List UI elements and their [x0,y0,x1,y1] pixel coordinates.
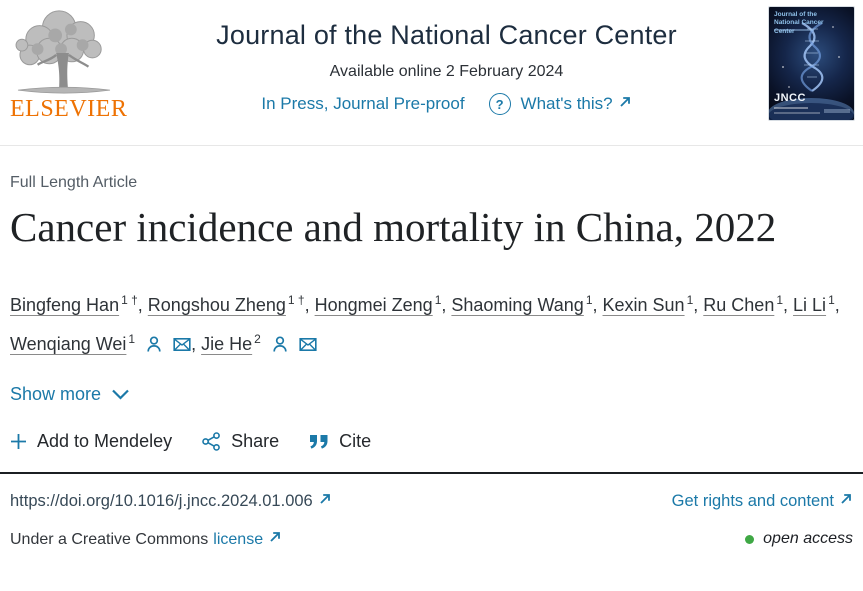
cover-publisher-mark [824,109,850,113]
author [315,295,452,315]
article-toolbar [10,431,853,452]
author [703,295,793,315]
author-profile-icon[interactable] [145,330,163,364]
in-press-row [130,93,763,115]
cover-decor-bar [774,107,808,109]
author [603,295,704,315]
doi-link[interactable]: https://doi.org/10.1016/j.jncc.2024.01.006 [10,492,313,511]
author-affiliation-sup: 1 [128,332,136,347]
elsevier-wordmark: ELSEVIER [10,96,128,122]
external-link-icon [839,492,853,511]
author-list [10,283,853,364]
mendeley-label: Add to Mendeley [37,431,173,452]
external-link-icon [318,492,332,511]
elsevier-tree-icon [10,6,122,98]
author-affiliation-sup: 1 [686,293,694,308]
author-separator: , [592,295,603,316]
share-icon [202,432,221,451]
doi-row [0,492,863,511]
author-separator: , [137,295,148,316]
author-name-link[interactable]: Rongshou Zheng [147,295,286,316]
author [148,295,315,315]
author-separator: , [693,295,704,316]
author-affiliation-sup: 1 [776,293,784,308]
open-access-dot-icon [745,535,754,544]
author [793,295,840,315]
show-more-button[interactable] [10,384,130,405]
get-rights-link[interactable]: Get rights and content [671,492,834,511]
author [10,295,148,315]
in-press-link[interactable]: In Press, Journal Pre-proof [261,94,465,113]
author-name-link[interactable]: Jie He [201,334,253,355]
article-type-label: Full Length Article [10,174,138,191]
show-more-label: Show more [10,384,102,405]
cover-journal-title: Journal of the National Cancer Center [774,11,824,35]
author-affiliation-sup: 2 [254,332,261,347]
author-email-icon[interactable] [173,330,191,364]
author-separator: , [834,295,840,316]
whats-this-link[interactable]: What's this? [520,94,613,113]
author-name-link[interactable]: Ru Chen [703,295,775,316]
article-title: Cancer incidence and mortality in China, 2022 [10,204,777,250]
author-name-link[interactable]: Shaoming Wang [451,295,584,316]
share-button[interactable] [202,431,279,452]
available-online-date: Available online 2 February 2024 [329,63,564,80]
open-access-label: open access [763,530,853,548]
plus-icon [10,433,27,450]
author-name-link[interactable]: Li Li [793,295,827,316]
author-separator: , [191,334,202,355]
journal-title-link[interactable]: Journal of the National Cancer Center [216,20,677,50]
cover-jncc-label: JNCC [774,92,806,104]
header-center [130,20,763,115]
external-link-icon [268,530,282,549]
license-link[interactable]: license [213,530,264,548]
license-row [0,530,863,549]
share-label: Share [231,431,280,452]
footer-divider [0,472,863,474]
author-separator: , [304,295,315,316]
author [201,334,317,354]
journal-header [0,0,863,146]
author-affiliation-sup: 1 [585,293,593,308]
author-affiliation-sup: 1 † [121,293,138,308]
chevron-down-icon [111,388,130,401]
author-affiliation-sup: 1 † [287,293,305,308]
article-main [0,174,863,452]
author-affiliation-sup: 1 [828,293,835,308]
open-access-badge [745,530,853,548]
author-name-link[interactable]: Wenqiang Wei [10,334,127,355]
journal-cover-thumbnail[interactable] [769,7,854,120]
author-separator: , [441,295,452,316]
cite-button[interactable] [309,431,371,452]
author-name-link[interactable]: Hongmei Zeng [314,295,433,316]
question-circle-icon[interactable]: ? [489,93,511,115]
external-link-icon [618,94,632,114]
author-name-link[interactable]: Kexin Sun [602,295,685,316]
author-separator: , [783,295,794,316]
cover-subtitle-bar [774,29,814,31]
author-name-link[interactable]: Bingfeng Han [10,295,120,316]
author [10,334,201,354]
quote-icon [309,434,329,450]
add-to-mendeley-button[interactable] [10,431,172,452]
license-prefix-text: Under a Creative Commons [10,530,209,548]
author-profile-icon[interactable] [271,330,289,364]
author-email-icon[interactable] [299,330,317,364]
elsevier-logo[interactable] [10,6,128,123]
cite-label: Cite [339,431,372,452]
cover-decor-bar [774,112,820,114]
author [451,295,602,315]
author-affiliation-sup: 1 [434,293,442,308]
